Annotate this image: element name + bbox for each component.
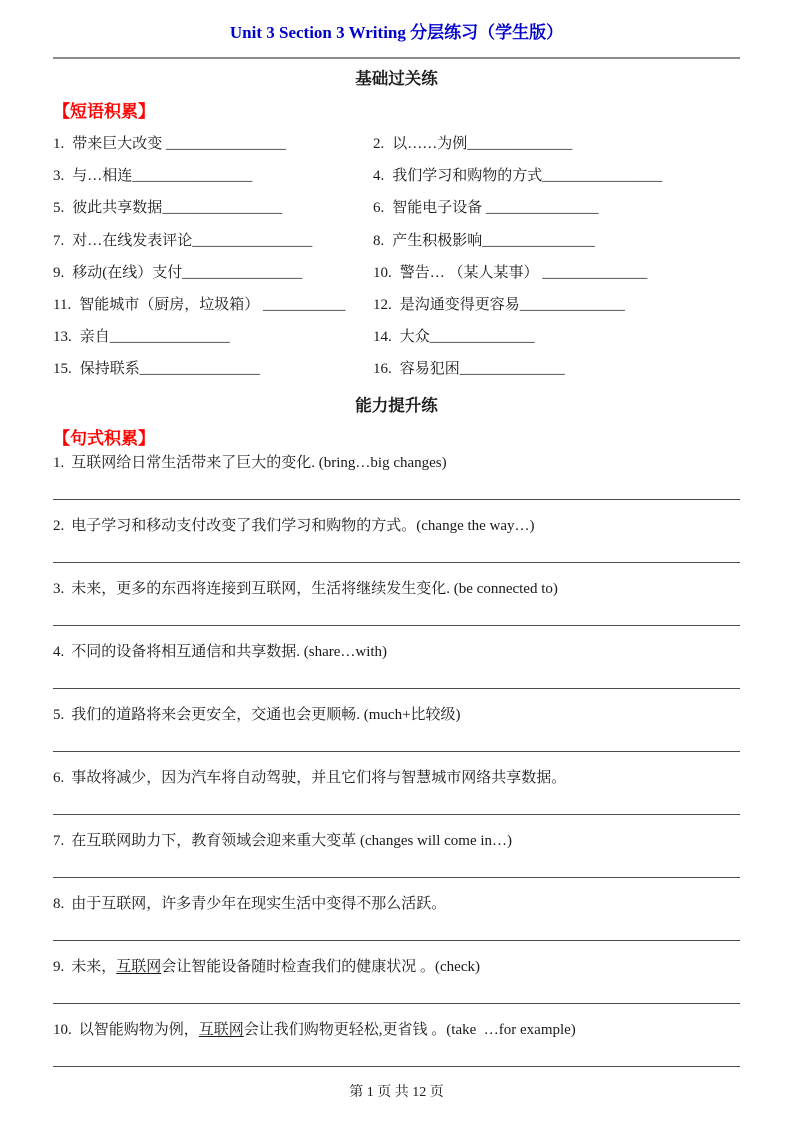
answer-line (53, 499, 740, 500)
phrase-item-9 (53, 257, 373, 289)
phrase-blank: _______________ (482, 232, 595, 249)
phrase-text: 移动(在线）支付 (72, 264, 183, 281)
answer-line (53, 751, 740, 752)
sentence-number: 2. (53, 517, 65, 534)
sentences-heading: 【句式积累】 (53, 428, 155, 448)
phrase-number: 2. (373, 136, 385, 152)
answer-line (53, 940, 740, 941)
phrase-blank: ______________ (467, 136, 573, 152)
section-heading-basics: 基础过关练 (355, 69, 438, 88)
sentence-body: 事故将减少，因为汽车将自动驾驶，并且它们将与智慧城市网络共享数据。 (71, 769, 567, 786)
phrase-number: 7. (53, 232, 65, 249)
phrase-blank: ______________ (459, 361, 565, 378)
phrase-number: 14. (373, 329, 392, 346)
phrase-blank: ________________ (139, 361, 260, 378)
sentence-body: 在互联网助力下，教育领域会迎来重大变革 (changes will come in…) (71, 832, 513, 849)
sentence-text (53, 516, 740, 536)
sentence-block-6 (53, 768, 740, 815)
phrase-blank: ________________ (542, 168, 663, 185)
sentence-text (53, 831, 740, 851)
sentence-body: 不同的设备将相互通信和共享数据. (share…with) (71, 643, 388, 660)
phrase-item-3 (53, 160, 373, 192)
sentence-block-4 (53, 642, 740, 689)
sentence-body: 未来， (71, 958, 117, 975)
answer-line (53, 562, 740, 563)
phrase-text: 彼此共享数据 (72, 200, 163, 217)
phrase-blank: ________________ (166, 136, 287, 152)
sentence-number: 1. (53, 454, 65, 471)
sentence-body: 未来，更多的东西将连接到互联网，生活将继续发生变化. (be connected to) (71, 580, 558, 597)
page-footer: 第 1 页 共 12 页 (349, 1084, 444, 1100)
sentence-body: 电子学习和移动支付改变了我们学习和购物的方式。(change the way…) (71, 517, 535, 534)
sentence-number: 4. (53, 643, 65, 660)
phrase-number: 1. (53, 136, 65, 152)
phrase-number: 10. (373, 264, 392, 281)
phrase-text: 与…相连 (72, 168, 133, 185)
sentence-number: 3. (53, 580, 65, 597)
sentence-block-8 (53, 894, 740, 941)
phrase-item-12 (373, 289, 740, 321)
sentence-block-3 (53, 579, 740, 626)
answer-line (53, 688, 740, 689)
phrase-item-8 (373, 225, 740, 257)
sentence-block-9 (53, 957, 740, 1004)
phrase-text: 以……为例 (392, 136, 468, 152)
phrase-item-5 (53, 192, 373, 224)
phrase-item-1 (53, 128, 373, 160)
phrase-blank: ________________ (192, 232, 313, 249)
phrase-item-7 (53, 225, 373, 257)
sentence-body: 由于互联网，许多青少年在现实生活中变得不那么活跃。 (71, 895, 447, 912)
phrase-text: 保持联系 (79, 361, 140, 378)
phrase-text: 容易犯困 (399, 361, 460, 378)
sentence-text (53, 894, 740, 914)
phrase-text: 对…在线发表评论 (72, 232, 193, 249)
answer-line (53, 1066, 740, 1067)
phrase-number: 16. (373, 361, 392, 378)
phrase-blank: ________________ (109, 329, 230, 346)
phrase-item-11 (53, 289, 373, 321)
sentence-body: 以智能购物为例， (78, 1021, 199, 1038)
phrase-number: 3. (53, 168, 65, 185)
sentence-text (53, 768, 740, 788)
phrase-blank: ______________ (519, 296, 625, 313)
sentence-number: 8. (53, 895, 65, 912)
phrase-blank: ___________ (262, 296, 346, 313)
phrase-item-13 (53, 321, 373, 353)
answer-line (53, 625, 740, 626)
sentence-text (53, 705, 740, 725)
phrase-item-10 (373, 257, 740, 289)
answer-line (53, 1003, 740, 1004)
sentence-block-5 (53, 705, 740, 752)
phrase-blank: _______________ (486, 200, 599, 217)
sentence-number: 6. (53, 769, 65, 786)
phrase-number: 13. (53, 329, 72, 346)
phrase-text: 大众 (399, 329, 430, 346)
phrase-list (53, 128, 740, 386)
phrase-blank: ______________ (429, 329, 535, 346)
document-title: Unit 3 Section 3 Writing 分层练习（学生版） (229, 23, 564, 42)
sentence-block-2 (53, 516, 740, 563)
sentence-list (53, 453, 740, 1083)
phrase-number: 8. (373, 232, 385, 249)
phrase-number: 15. (53, 361, 72, 378)
sentence-number: 10. (53, 1021, 72, 1038)
sentence-rest: 会让我们购物更轻松,更省钱 。(take …for example) (243, 1021, 576, 1038)
phrase-text: 产生积极影响 (392, 232, 483, 249)
phrase-blank: ________________ (182, 264, 303, 281)
sentence-underlined: 互联网 (116, 958, 162, 975)
phrase-number: 4. (373, 168, 385, 185)
phrase-item-14 (373, 321, 740, 353)
sentence-number: 7. (53, 832, 65, 849)
section-heading-advanced: 能力提升练 (355, 395, 438, 415)
phrase-number: 9. (53, 264, 65, 281)
phrases-heading: 【短语积累】 (53, 102, 155, 121)
phrase-number: 12. (373, 296, 392, 313)
phrase-item-15 (53, 353, 373, 385)
phrase-blank: ________________ (162, 200, 283, 217)
phrase-blank: ______________ (542, 264, 648, 281)
header-divider (53, 57, 740, 59)
answer-line (53, 814, 740, 815)
sentence-text (53, 453, 740, 473)
phrase-text: 智能城市（厨房，垃圾箱） (79, 296, 263, 313)
sentence-block-10 (53, 1020, 740, 1067)
phrase-item-16 (373, 353, 740, 385)
phrase-text: 我们学习和购物的方式 (392, 168, 543, 185)
sentence-body: 互联网给日常生活带来了巨大的变化. (bring…big changes) (71, 454, 447, 471)
phrase-text: 警告… （某人某事） (399, 264, 543, 281)
phrase-number: 5. (53, 200, 65, 217)
sentence-body: 我们的道路将来会更安全，交通也会更顺畅. (much+比较级) (71, 706, 461, 723)
phrase-item-4 (373, 160, 740, 192)
sentence-text (53, 1020, 740, 1040)
phrase-blank: ________________ (132, 168, 253, 185)
sentence-text (53, 957, 740, 977)
sentence-number: 5. (53, 706, 65, 723)
sentence-text (53, 579, 740, 599)
sentence-block-1 (53, 453, 740, 500)
phrase-number: 11. (53, 296, 72, 313)
sentence-rest: 会让智能设备随时检查我们的健康状况 。(check) (161, 958, 480, 975)
phrase-number: 6. (373, 200, 385, 217)
sentence-block-7 (53, 831, 740, 878)
phrase-item-6 (373, 192, 740, 224)
answer-line (53, 877, 740, 878)
phrase-text: 智能电子设备 (392, 200, 487, 217)
sentence-underlined: 互联网 (198, 1021, 244, 1038)
phrase-text: 带来巨大改变 (72, 136, 167, 152)
phrase-item-2 (373, 128, 740, 160)
phrase-text: 亲自 (79, 329, 110, 346)
sentence-text (53, 642, 740, 662)
phrase-text: 是沟通变得更容易 (399, 296, 520, 313)
sentence-number: 9. (53, 958, 65, 975)
